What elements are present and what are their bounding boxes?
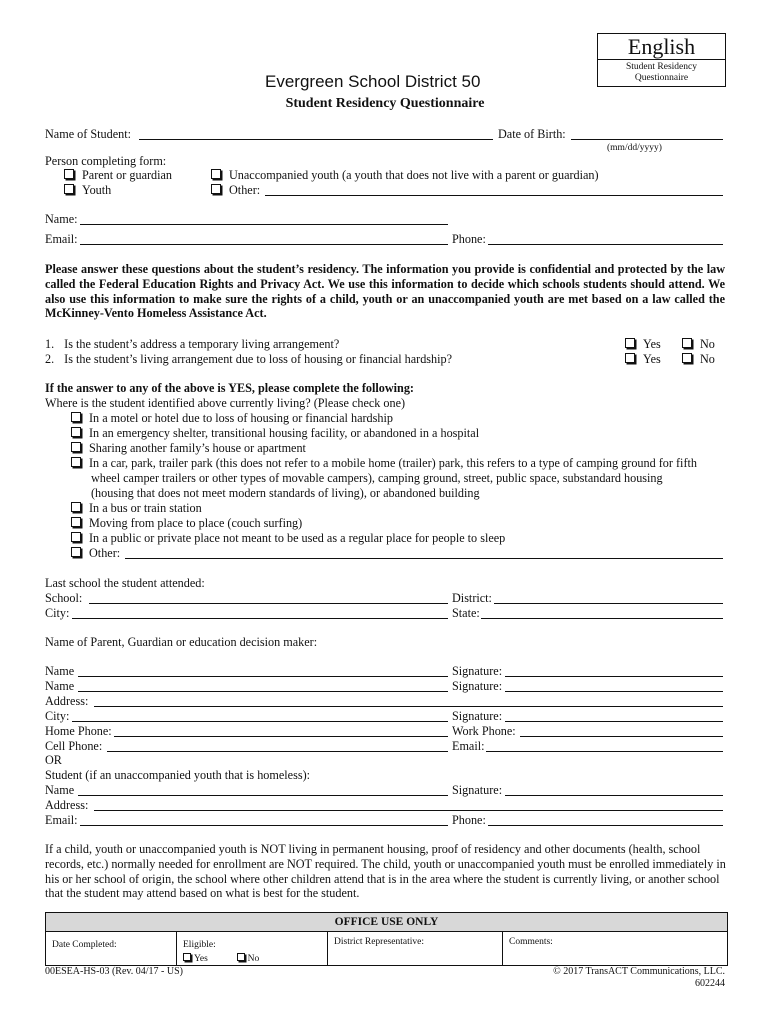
checkbox[interactable] [237, 953, 245, 961]
student-signature-label: Signature: [452, 783, 503, 797]
checkbox[interactable] [183, 953, 191, 961]
question-text: Is the student’s address a temporary living arrangement? [64, 337, 340, 351]
signature-label-1: Signature: [452, 664, 503, 678]
option-other[interactable] [211, 183, 260, 198]
signature-label-2: Signature: [452, 679, 503, 693]
copyright: © 2017 TransACT Communications, LLC. [553, 966, 725, 977]
city-field[interactable] [72, 618, 448, 619]
option-label: In a bus or train station [89, 501, 202, 515]
contact-name-label: Name: [45, 212, 78, 226]
cell-phone-field[interactable] [107, 751, 448, 752]
option-label: Other: [229, 183, 261, 197]
contact-phone-field[interactable] [488, 244, 723, 245]
guardian-label: Name of Parent, Guardian or education decision maker: [45, 635, 318, 649]
living-other-field[interactable] [125, 558, 723, 559]
option-parent[interactable] [64, 168, 172, 183]
language-box-caption [598, 62, 725, 84]
living-option-other[interactable] [71, 546, 120, 561]
guardian-name-label-1: Name [45, 664, 75, 678]
student-name-field-2[interactable] [78, 795, 448, 796]
school-label: School: [45, 591, 83, 605]
caption-line-2: Questionnaire [634, 73, 689, 83]
intro-paragraph: Please answer these questions about the student’s residency. The information you provide is confidential and protected by the law called the Federal Education Rights and Privacy Act. We use this information to decide which schools students should attend. We also use this information to make sure the rights of a child, youth or an unaccompanied youth are met based on a law called the McKinney-Vento Homeless Assistance Act. [45, 262, 725, 321]
language-box [597, 33, 726, 87]
checkbox[interactable] [71, 412, 81, 422]
guardian-address-field[interactable] [94, 706, 723, 707]
living-option-sharing[interactable] [71, 441, 306, 456]
checkbox[interactable] [625, 353, 635, 363]
checkbox[interactable] [71, 457, 81, 467]
checkbox[interactable] [211, 169, 221, 179]
option-youth[interactable] [64, 183, 111, 198]
city-label: City: [45, 606, 70, 620]
living-option-public-place[interactable] [71, 531, 505, 546]
office-use-box [45, 912, 728, 966]
question-2 [45, 352, 452, 367]
living-option-moving[interactable] [71, 516, 302, 531]
living-heading: If the answer to any of the above is YES, please complete the following: [45, 381, 414, 395]
notice-paragraph: If a child, youth or unaccompanied youth is NOT living in permanent housing, proof of residency and other documents (health, school records, etc.) normally needed for enrollment are NOT required. The child, youth or unaccompanied youth must be enrolled immediately in his or her school of origin, the school where other children attend that is in the area where the student is currently living, or another school that the student may attend based on what is best for the student. [45, 842, 726, 901]
checkbox[interactable] [71, 427, 81, 437]
student-phone-field[interactable] [488, 825, 723, 826]
checkbox[interactable] [71, 442, 81, 452]
q2-no[interactable] [682, 352, 715, 367]
student-address-label: Address: [45, 798, 89, 812]
question-text: Is the student’s living arrangement due to loss of housing or financial hardship? [64, 352, 453, 366]
q2-yes[interactable] [625, 352, 661, 367]
contact-name-field[interactable] [80, 224, 448, 225]
guardian-address-label: Address: [45, 694, 89, 708]
option-label: In an emergency shelter, transitional housing facility, or abandoned in a hospital [89, 426, 480, 440]
language-label: English [598, 34, 725, 60]
no-label: No [700, 352, 715, 366]
option-label: In a motel or hotel due to loss of housing or financial hardship [89, 411, 393, 425]
student-unaccompanied-label: Student (if an unaccompanied youth that is homeless): [45, 768, 311, 782]
checkbox[interactable] [625, 338, 635, 348]
guardian-name-field-1[interactable] [78, 676, 448, 677]
checkbox[interactable] [682, 338, 692, 348]
office-use-header: OFFICE USE ONLY [46, 913, 727, 932]
option-label: Unaccompanied youth (a youth that does not live with a parent or guardian) [229, 168, 599, 182]
page-title: Student Residency Questionnaire [285, 96, 485, 111]
eligible-yes[interactable] [183, 954, 208, 964]
student-phone-label: Phone: [452, 813, 486, 827]
date-completed-cell[interactable] [46, 932, 177, 965]
checkbox[interactable] [71, 517, 81, 527]
student-signature-field[interactable] [505, 795, 723, 796]
date-completed-label: Date Completed: [52, 940, 117, 950]
district-label: District: [452, 591, 492, 605]
checkbox[interactable] [682, 353, 692, 363]
other-field[interactable] [265, 195, 723, 196]
guardian-city-field[interactable] [72, 721, 448, 722]
no-label: No [700, 337, 715, 351]
home-phone-field[interactable] [114, 736, 448, 737]
form-code: 00ESEA-HS-03 (Rev. 04/17 - US) [45, 966, 183, 977]
checkbox[interactable] [64, 169, 74, 179]
school-field[interactable] [89, 603, 448, 604]
signature-label-3: Signature: [452, 709, 503, 723]
student-email-field[interactable] [80, 825, 448, 826]
option-label: In a public or private place not meant to be used as a regular place for people to sleep [89, 531, 506, 545]
question-number: 1. [45, 337, 55, 351]
q1-yes[interactable] [625, 337, 661, 352]
state-label: State: [452, 606, 480, 620]
yes-label: Yes [643, 337, 661, 351]
eligible-no[interactable] [237, 954, 260, 964]
contact-phone-label: Phone: [452, 232, 486, 246]
district-rep-label: District Representative: [334, 937, 424, 947]
option-unaccompanied[interactable] [211, 168, 599, 183]
home-phone-label: Home Phone: [45, 724, 112, 738]
checkbox[interactable] [71, 547, 81, 557]
caption-line-1: Student Residency [626, 62, 697, 72]
last-school-label: Last school the student attended: [45, 576, 205, 590]
living-option-bus[interactable] [71, 501, 202, 516]
guardian-name-label-2: Name [45, 679, 75, 693]
option-label: Moving from place to place (couch surfing) [89, 516, 303, 530]
comments-label: Comments: [509, 937, 553, 947]
living-option-car-park[interactable] [71, 456, 697, 471]
person-completing-label: Person completing form: [45, 154, 167, 168]
district-rep-cell[interactable] [328, 932, 503, 965]
living-question: Where is the student identified above currently living? (Please check one) [45, 396, 406, 410]
guardian-city-label: City: [45, 709, 70, 723]
option-label: Youth [82, 183, 112, 197]
question-number: 2. [45, 352, 55, 366]
option-label: Parent or guardian [82, 168, 173, 182]
checkbox[interactable] [71, 502, 81, 512]
student-email-label: Email: [45, 813, 78, 827]
form-number: 602244 [695, 978, 725, 989]
eligible-cell [177, 932, 328, 965]
guardian-name-field-2[interactable] [78, 691, 448, 692]
dob-label: Date of Birth: [498, 127, 566, 141]
q1-no[interactable] [682, 337, 715, 352]
district-field[interactable] [494, 603, 723, 604]
or-label: OR [45, 753, 62, 767]
guardian-email-field[interactable] [486, 751, 723, 752]
dob-hint: (mm/dd/yyyy) [607, 143, 662, 153]
checkbox[interactable] [64, 184, 74, 194]
signature-field-1[interactable] [505, 676, 723, 677]
no-label: No [247, 954, 260, 964]
yes-label: Yes [194, 954, 208, 964]
student-name-label-2: Name [45, 783, 75, 797]
student-name-label: Name of Student: [45, 127, 131, 141]
question-1 [45, 337, 339, 352]
living-option-shelter[interactable] [71, 426, 479, 441]
dob-field[interactable] [571, 139, 723, 140]
option-label: Other: [89, 546, 121, 560]
option-label: In a car, park, trailer park (this does not refer to a mobile home (trailer) park, this refers to a type of camping ground for fifth [89, 456, 697, 470]
work-phone-label: Work Phone: [452, 724, 516, 738]
contact-email-label: Email: [45, 232, 78, 246]
checkbox[interactable] [211, 184, 221, 194]
yes-label: Yes [643, 352, 661, 366]
contact-email-field[interactable] [80, 244, 448, 245]
option-label: Sharing another family’s house or apartment [89, 441, 306, 455]
signature-field-2[interactable] [505, 691, 723, 692]
signature-field-3[interactable] [505, 721, 723, 722]
student-name-field[interactable] [139, 139, 493, 140]
checkbox[interactable] [71, 532, 81, 542]
cell-phone-label: Cell Phone: [45, 739, 103, 753]
comments-cell[interactable] [503, 932, 727, 965]
living-option-motel[interactable] [71, 411, 393, 426]
living-option-car-park-cont1: wheel camper trailers or other types of movable campers), camping ground, street, public space, substandard housing [91, 471, 663, 485]
state-field[interactable] [481, 618, 723, 619]
eligible-label: Eligible: [183, 940, 216, 950]
district-name: Evergreen School District 50 [265, 72, 481, 91]
student-address-field[interactable] [94, 810, 723, 811]
guardian-email-label: Email: [452, 739, 485, 753]
living-option-car-park-cont2: (housing that does not meet modern standards of living), or abandoned building [91, 486, 480, 500]
work-phone-field[interactable] [520, 736, 723, 737]
